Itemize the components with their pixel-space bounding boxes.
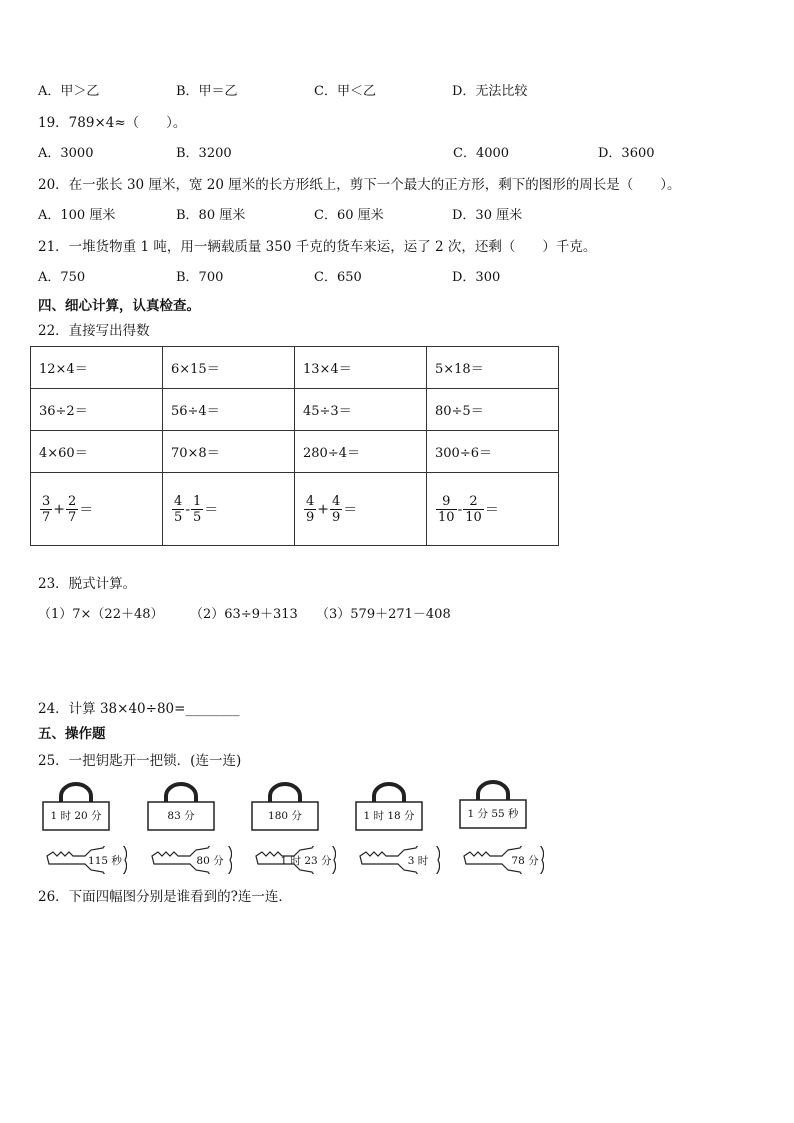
lock-icon: [458, 780, 528, 830]
key-label-1: 115 秒: [88, 855, 122, 867]
table-cell: 80÷5＝: [427, 389, 559, 431]
fraction-cell: $\frac{4}{5}$ - $\frac{1}{5}$ ＝: [163, 473, 295, 546]
fraction-cell: $\frac{4}{9}$ + $\frac{4}{9}$ ＝: [295, 473, 427, 546]
lock-4[interactable]: [354, 782, 424, 832]
fraction: $\frac{4}{9}$: [332, 493, 341, 525]
q21-option-b: B．700: [176, 270, 224, 285]
lock-2[interactable]: [146, 782, 216, 832]
q20-option-b: B．80 厘米: [176, 208, 246, 223]
lock-5[interactable]: [458, 780, 528, 830]
q21-text: 21．一堆货物重 1 吨，用一辆载质量 350 千克的货车来运，运了 2 次，还剩（ ）千克。: [38, 239, 597, 255]
lock-label-3: 180 分: [268, 810, 302, 822]
q20-option-a: A．100 厘米: [38, 208, 116, 223]
key-label-3: 1 时 23 分: [280, 855, 332, 867]
lock-label-4: 1 时 18 分: [363, 810, 415, 822]
table-cell: 45÷3＝: [295, 389, 427, 431]
table-cell: 36÷2＝: [31, 389, 163, 431]
q19-text: 19．789×4≈（ ）。: [38, 115, 187, 131]
q19-option-a: A．3000: [38, 146, 94, 161]
q20-option-d: D．30 厘米: [452, 208, 523, 223]
fraction: $\frac{9}{10}$: [438, 493, 455, 525]
table-row: [31, 347, 559, 389]
table-row-fractions: [31, 473, 559, 546]
fraction: $\frac{3}{7}$: [42, 493, 51, 525]
q18-option-c: C．甲＜乙: [314, 84, 376, 99]
fraction-cell: $\frac{3}{7}$ + $\frac{2}{7}$ ＝: [31, 473, 163, 546]
lock-3[interactable]: [250, 782, 320, 832]
fraction: $\frac{2}{10}$: [465, 493, 482, 525]
calc-table: [30, 346, 559, 546]
lock-icon: [146, 782, 216, 832]
fraction: $\frac{4}{9}$: [306, 493, 315, 525]
q19-option-d: D．3600: [598, 146, 655, 161]
q22-text: 22．直接写出得数: [38, 323, 150, 339]
table-cell: 300÷6＝: [427, 431, 559, 473]
q18-option-d: D．无法比较: [452, 84, 528, 99]
table-cell: 12×4＝: [31, 347, 163, 389]
fraction-cell: $\frac{9}{10}$ - $\frac{2}{10}$ ＝: [427, 473, 559, 546]
key-label-5: 78 分: [511, 855, 539, 867]
lock-icon: [41, 782, 111, 832]
q21-option-d: D．300: [452, 270, 501, 285]
table-cell: 6×15＝: [163, 347, 295, 389]
table-cell: 70×8＝: [163, 431, 295, 473]
q25-text: 25．一把钥匙开一把锁．(连一连): [38, 753, 242, 769]
q21-option-c: C．650: [314, 270, 362, 285]
q18-option-b: B．甲＝乙: [176, 84, 238, 99]
q26-text: 26．下面四幅图分别是谁看到的?连一连．: [38, 889, 292, 905]
q23-item-2: （2）63÷9＋313: [190, 607, 298, 622]
table-cell: 13×4＝: [295, 347, 427, 389]
table-cell: 5×18＝: [427, 347, 559, 389]
q23-text: 23．脱式计算。: [38, 576, 137, 592]
q23-item-3: （3）579＋271－408: [316, 607, 451, 622]
q23-item-1: （1）7×（22＋48）: [38, 607, 164, 622]
key-label-2: 80 分: [196, 855, 224, 867]
lock-label-5: 1 分 55 秒: [467, 808, 519, 820]
section-5-title: 五、操作题: [38, 726, 106, 742]
q19-option-b: B．3200: [176, 146, 232, 161]
q18-option-a: A．甲＞乙: [38, 84, 100, 99]
lock-label-1: 1 时 20 分: [50, 810, 102, 822]
table-row: [31, 431, 559, 473]
q19-option-c: C．4000: [453, 146, 510, 161]
fraction: $\frac{1}{5}$: [193, 493, 202, 525]
q24-text: 24．计算 38×40÷80=________: [38, 701, 240, 717]
fraction: $\frac{2}{7}$: [68, 493, 77, 525]
lock-icon: [354, 782, 424, 832]
lock-label-2: 83 分: [167, 810, 195, 822]
key-label-4: 3 时: [407, 855, 429, 867]
table-cell: 4×60＝: [31, 431, 163, 473]
lock-icon: [250, 782, 320, 832]
q20-option-c: C．60 厘米: [314, 208, 384, 223]
table-row: [31, 389, 559, 431]
table-cell: 56÷4＝: [163, 389, 295, 431]
table-cell: 280÷4＝: [295, 431, 427, 473]
q21-option-a: A．750: [38, 270, 86, 285]
lock-1[interactable]: [41, 782, 111, 832]
section-4-title: 四、细心计算，认真检查。: [38, 298, 200, 314]
q20-text: 20．在一张长 30 厘米，宽 20 厘米的长方形纸上，剪下一个最大的正方形，剩下的图形的周长是（ ）。: [38, 177, 681, 193]
fraction: $\frac{4}{5}$: [174, 493, 183, 525]
